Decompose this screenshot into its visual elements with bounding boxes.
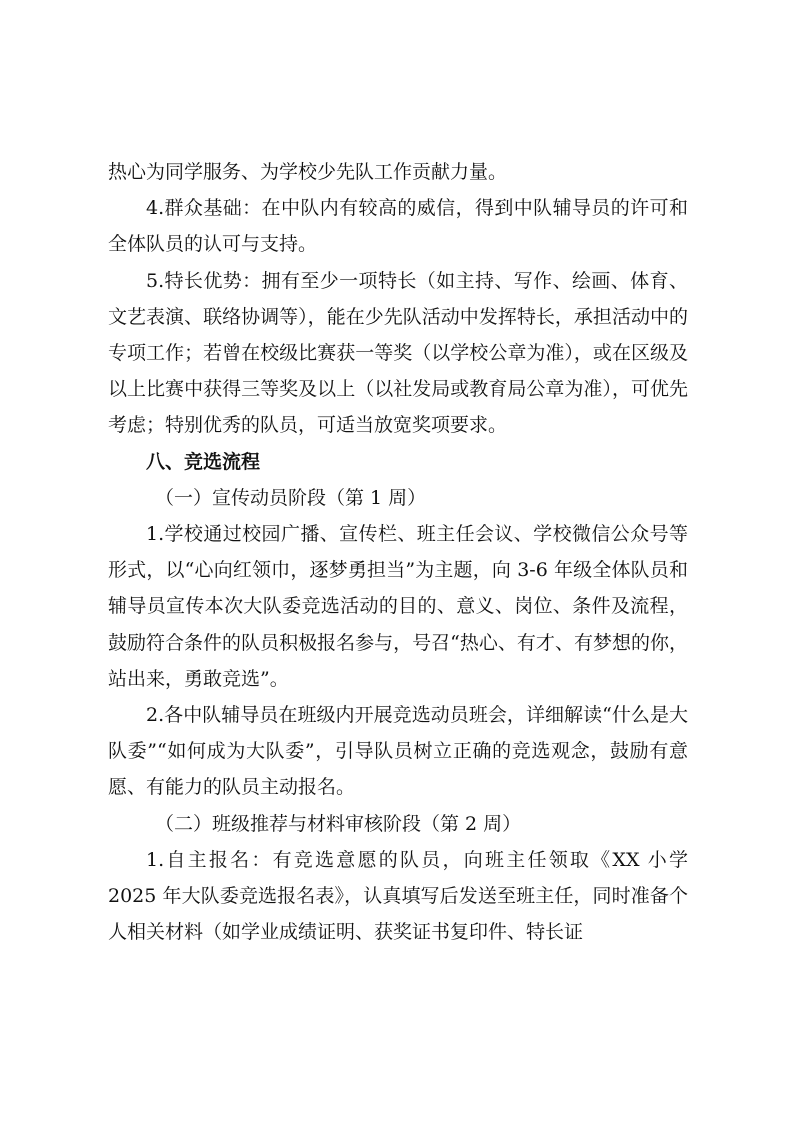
paragraph-talent-advantage: 5.特长优势：拥有至少一项特长（如主持、写作、绘画、体育、文艺表演、联络协调等），能在少先队活动中发挥特长，承担活动中的专项工作；若曾在校级比赛获一等奖（以学校公章为准），或在区级及以上比赛中获得三等奖及以上（以社发局或教育局公章为准），可优先考虑；特别优秀的队员，可适当放宽奖项要求。 [108,269,688,437]
paragraph-mass-basis: 4.群众基础：在中队内有较高的威信，得到中队辅导员的许可和全体队员的认可与支持。 [108,197,688,256]
paragraph-publicity-item-1: 1.学校通过校园广播、宣传栏、班主任会议、学校微信公众号等形式，以“心向红领巾，逐梦勇担当”为主题，向 3-6 年级全体队员和辅导员宣传本次大队委竞选活动的目的、意义、岗位、条件及流程，鼓励符合条件的队员积极报名参与，号召“热心、有才、有梦想的你，站出来，勇敢竞选”。 [108,523,688,690]
section-heading-election-process: 八、竞选流程 [146,450,261,473]
subheading-recommendation-stage: （二）班级推荐与材料审核阶段（第 2 周） [155,812,522,835]
subheading-publicity-stage: （一）宣传动员阶段（第 1 周） [155,486,427,509]
paragraph-self-registration: 1.自主报名：有竞选意愿的队员，向班主任领取《XX 小学 2025 年大队委竞选报名表》，认真填写后发送至班主任，同时准备个人相关材料（如学业成绩证明、获奖证书复印件、特长证 [108,848,688,944]
paragraph-publicity-item-2: 2.各中队辅导员在班级内开展竞选动员班会，详细解读“什么是大队委”“如何成为大队委”，引导队员树立正确的竞选观念，鼓励有意愿、有能力的队员主动报名。 [108,704,688,799]
paragraph-continuation: 热心为同学服务、为学校少先队工作贡献力量。 [108,161,508,183]
document-page [108,154,688,950]
